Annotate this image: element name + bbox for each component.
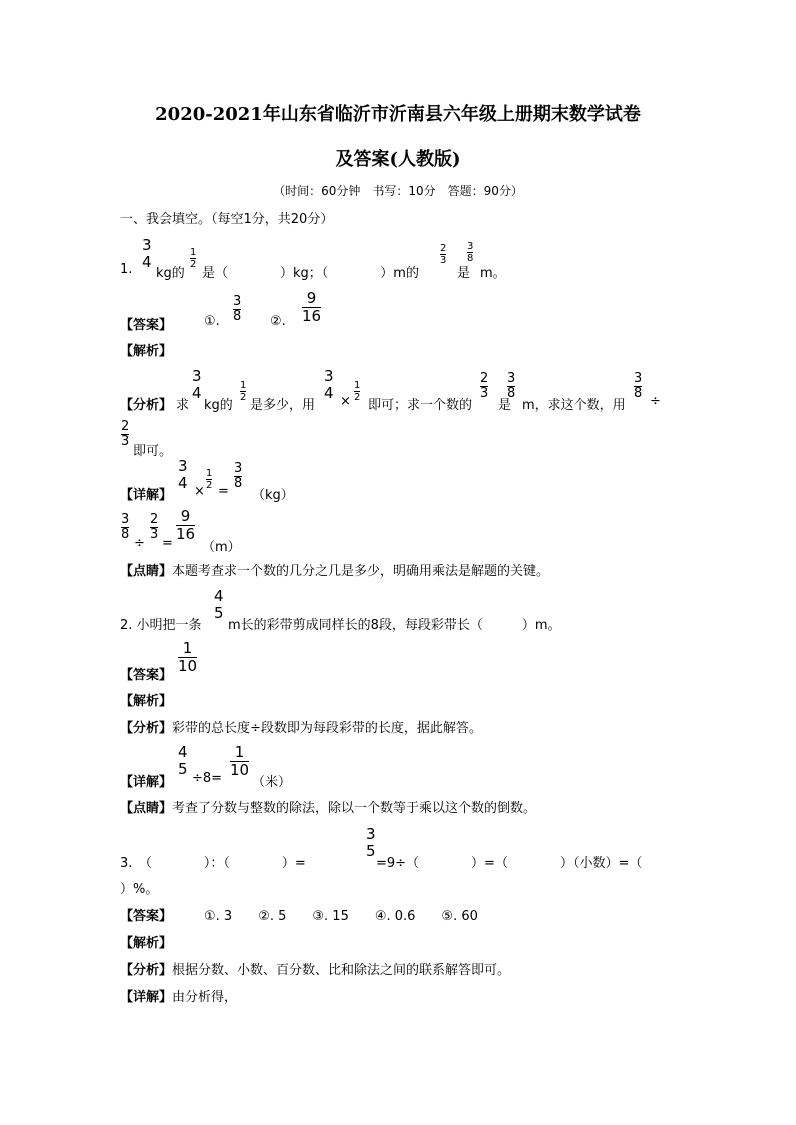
q3-frac-3-5: 3 5 [366, 825, 376, 860]
q1-fenxi-end: 即可。 [133, 444, 173, 459]
fenxi-frac-2-3b: $\frac{2}{3}$ [121, 419, 130, 449]
q2-detail-frac-4-5: 4 5 [178, 743, 188, 778]
q3-line-end: ）%。 [120, 882, 159, 897]
fenxi-frac-1-2b: $\frac{1}{2}$ [354, 380, 361, 403]
detail-frac-1-2: $\frac{1}{2}$ [206, 468, 213, 491]
fenxi-frac-3-4b: 3 4 [324, 367, 334, 402]
doc-meta: （时间：60分钟 书写：10分 答题：90分） [273, 184, 523, 198]
q2-detail-frac-1-10: $\frac{1}{10}$ [230, 743, 250, 779]
q1-answer: 【答案】 ①. ②. [120, 314, 286, 333]
q1-comment: 【点睛】本题考查求一个数的几分之几是多少，明确用乘法是解题的关键。 [120, 564, 550, 579]
fenxi-frac-3-4: 3 4 [192, 367, 202, 402]
q2-line: 2. 小明把一条 m长的彩带剪成同样长的8段，每段彩带长（ ）m。 [120, 618, 561, 633]
detail-frac-3-4: 3 4 [178, 457, 188, 492]
q1-analysis: 【解析】 [120, 344, 173, 359]
detail2-frac-3-8: $\frac{3}{8}$ [121, 512, 130, 542]
frac-3-4: 3 4 [142, 236, 152, 271]
q3-line: 3. （ ）：（ ）= =9÷（ ）=（ ）（小数）=（ [120, 856, 643, 871]
fenxi-frac-3-8: $\frac{3}{8}$ [507, 371, 516, 401]
fenxi-frac-1-2: $\frac{1}{2}$ [240, 380, 247, 403]
frac-1-2: $\frac{1}{2}$ [190, 247, 197, 270]
fenxi-frac-2-3: $\frac{2}{3}$ [480, 371, 489, 401]
ans-frac-9-16: $\frac{9}{16}$ [302, 289, 322, 325]
q2-analysis: 【解析】 [120, 694, 173, 709]
fenxi-frac-3-8b: $\frac{3}{8}$ [634, 371, 643, 401]
q3-analysis: 【解析】 [120, 936, 173, 951]
q3-detail: 【详解】由分析得， [120, 990, 238, 1005]
frac-3-8: $\frac{3}{8}$ [467, 241, 474, 264]
q2-frac-4-5: 4 5 [214, 587, 224, 622]
frac-2-3: $\frac{2}{3}$ [440, 243, 447, 266]
section-heading: 一、我会填空。（每空1分，共20分） [120, 212, 334, 227]
q2-answer: 【答案】 [120, 668, 173, 683]
doc-title-line1: 2020-2021年山东省临沂市沂南县六年级上册期末数学试卷 [155, 104, 641, 125]
detail2-frac-9-16: $\frac{9}{16}$ [176, 507, 196, 543]
q2-ans-frac-1-10: $\frac{1}{10}$ [178, 639, 198, 675]
q2-detail: 【详解】 ÷8= （米） [120, 771, 292, 790]
q1-fenxi: 【分析】 求 kg的 是多少，用 × 即可；求一个数的 是 m，求这个数，用 ÷ [120, 394, 661, 413]
ans-frac-3-8: $\frac{3}{8}$ [233, 294, 242, 324]
q2-fenxi: 【分析】彩带的总长度÷段数即为每段彩带的长度，据此解答。 [120, 721, 482, 736]
detail-frac-3-8: $\frac{3}{8}$ [234, 461, 243, 491]
q3-answer: 【答案】 ①. 3 ②. 5 ③. 15 ④. 0.6 ⑤. 60 [120, 909, 478, 924]
q3-fenxi: 【分析】根据分数、小数、百分数、比和除法之间的联系解答即可。 [120, 963, 511, 978]
q1-line: 1. kg的 是（ ）kg；（ ）m的 是 m。 [120, 262, 506, 281]
q2-comment: 【点睛】考查了分数与整数的除法，除以一个数等于乘以这个数的倒数。 [120, 801, 537, 816]
q1-detail1: 【详解】 × = （kg） [120, 484, 294, 503]
detail2-frac-2-3: $\frac{2}{3}$ [150, 512, 159, 542]
doc-title-line2: 及答案(人教版) [335, 149, 461, 170]
